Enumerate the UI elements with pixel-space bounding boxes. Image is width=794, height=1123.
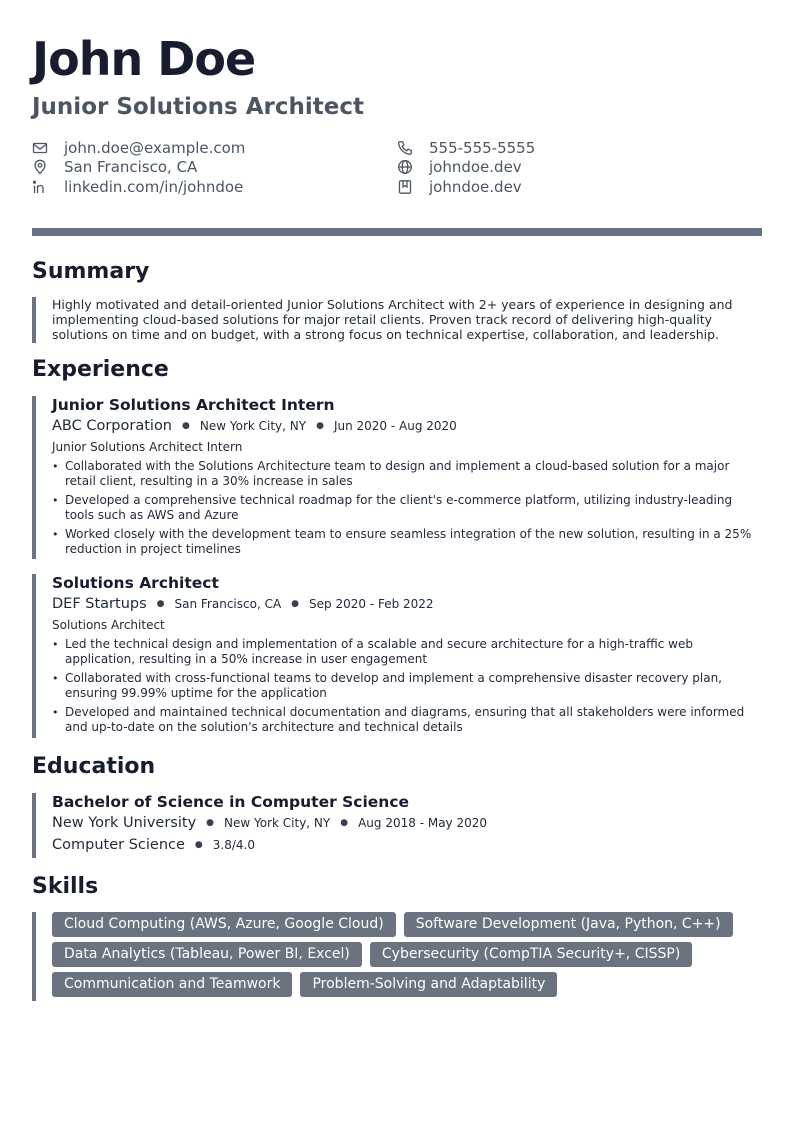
summary-block <box>32 297 762 343</box>
skill-chip: Software Development (Java, Python, C++) <box>404 912 733 937</box>
summary-text: Highly motivated and detail-oriented Junior Solutions Architect with 2+ years of experience in designing and implementing cloud-based solutions for major retail clients. Proven track record of delivering high-quality solutions on time and on budget, with a strong focus on technical expertise, collaboration, and leadership. <box>52 297 733 342</box>
contact-portfolio-text: johndoe.dev <box>429 177 522 196</box>
job-bullets <box>52 459 762 557</box>
contact-location-text: San Francisco, CA <box>64 158 198 177</box>
job-bullet: • Collaborated with the Solutions Architecture team to design and implement a cloud-based solution for a major retail client, resulting in a 30% increase in sales <box>52 459 757 489</box>
contact-email[interactable] <box>32 138 392 158</box>
separator-dot: ● <box>194 840 203 850</box>
bookmark-icon <box>397 179 413 195</box>
education-heading: Education <box>32 754 156 779</box>
skill-chip: Data Analytics (Tableau, Power BI, Excel) <box>52 942 362 967</box>
job-title: Junior Solutions Architect Intern <box>52 396 335 414</box>
skills-block <box>32 912 762 1001</box>
job-location: San Francisco, CA <box>174 597 282 611</box>
job-dates: Sep 2020 - Feb 2022 <box>309 597 434 611</box>
header-divider <box>32 228 762 236</box>
skill-chip: Problem-Solving and Adaptability <box>300 972 557 997</box>
candidate-name: John Doe <box>32 32 256 86</box>
skills-row <box>52 912 762 942</box>
job-company: DEF Startups <box>52 596 147 612</box>
skill-chip: Communication and Teamwork <box>52 972 292 997</box>
education-field: Computer Science <box>52 837 185 853</box>
separator-dot: ● <box>156 599 165 609</box>
job-bullet: • Developed a comprehensive technical roadmap for the client's e-commerce platform, utilizing industry-leading tools such as AWS and Azure <box>52 493 757 523</box>
job-subtitle: Solutions Architect <box>52 618 165 632</box>
contact-phone-text: 555-555-5555 <box>429 138 536 157</box>
job-title: Solutions Architect <box>52 574 219 592</box>
separator-dot: ● <box>291 599 300 609</box>
education-entry <box>32 793 762 858</box>
contact-location <box>32 158 392 178</box>
job-location: New York City, NY <box>199 419 307 433</box>
summary-heading: Summary <box>32 259 150 284</box>
contact-website[interactable] <box>397 158 757 178</box>
job-entry <box>32 574 762 738</box>
separator-dot: ● <box>340 818 349 828</box>
job-bullet: • Developed and maintained technical documentation and diagrams, ensuring that all stakeholders were informed and up-to-date on the solution's architecture and technical details <box>52 705 757 735</box>
education-field-row <box>52 837 762 859</box>
candidate-role: Junior Solutions Architect <box>32 94 364 120</box>
education-meta <box>52 815 762 837</box>
contact-website-text: johndoe.dev <box>429 158 522 177</box>
separator-dot: ● <box>182 421 190 431</box>
contact-portfolio[interactable] <box>397 177 757 197</box>
skills-row <box>52 942 762 972</box>
contact-list-left <box>32 138 392 197</box>
job-meta <box>52 418 762 440</box>
job-subtitle: Junior Solutions Architect Intern <box>52 440 243 454</box>
skills-row <box>52 972 762 1002</box>
job-entry <box>32 396 762 559</box>
contact-phone[interactable] <box>397 138 757 158</box>
job-company: ABC Corporation <box>52 418 173 434</box>
skill-chip: Cybersecurity (CompTIA Security+, CISSP) <box>370 942 692 967</box>
skills-heading: Skills <box>32 874 99 899</box>
contact-email-text: john.doe@example.com <box>64 138 246 157</box>
mail-icon <box>32 140 48 156</box>
separator-dot: ● <box>206 818 215 828</box>
education-gpa: 3.8/4.0 <box>212 838 255 852</box>
education-school: New York University <box>52 815 197 831</box>
phone-icon <box>397 140 413 156</box>
contact-linkedin[interactable] <box>32 177 392 197</box>
globe-icon <box>397 159 413 175</box>
job-bullet: • Worked closely with the development team to ensure seamless integration of the new solution, resulting in a 25% reduction in project timelines <box>52 527 757 557</box>
education-location: New York City, NY <box>224 816 331 830</box>
job-bullet: • Led the technical design and implementation of a scalable and secure architecture for a high-traffic web application, resulting in a 50% increase in user engagement <box>52 637 757 667</box>
experience-heading: Experience <box>32 357 169 382</box>
education-degree: Bachelor of Science in Computer Science <box>52 793 410 811</box>
map-pin-icon <box>32 159 48 175</box>
contact-linkedin-text: linkedin.com/in/johndoe <box>64 177 244 196</box>
job-dates: Jun 2020 - Aug 2020 <box>333 419 457 433</box>
job-bullets <box>52 637 762 735</box>
job-bullet: • Collaborated with cross-functional teams to develop and implement a comprehensive disaster recovery plan, ensuring 99.99% uptime for the application <box>52 671 757 701</box>
linkedin-icon <box>32 179 48 195</box>
separator-dot: ● <box>316 421 324 431</box>
skill-chip: Cloud Computing (AWS, Azure, Google Cloud) <box>52 912 396 937</box>
education-dates: Aug 2018 - May 2020 <box>358 816 487 830</box>
contact-list-right <box>397 138 757 197</box>
job-meta <box>52 596 762 618</box>
